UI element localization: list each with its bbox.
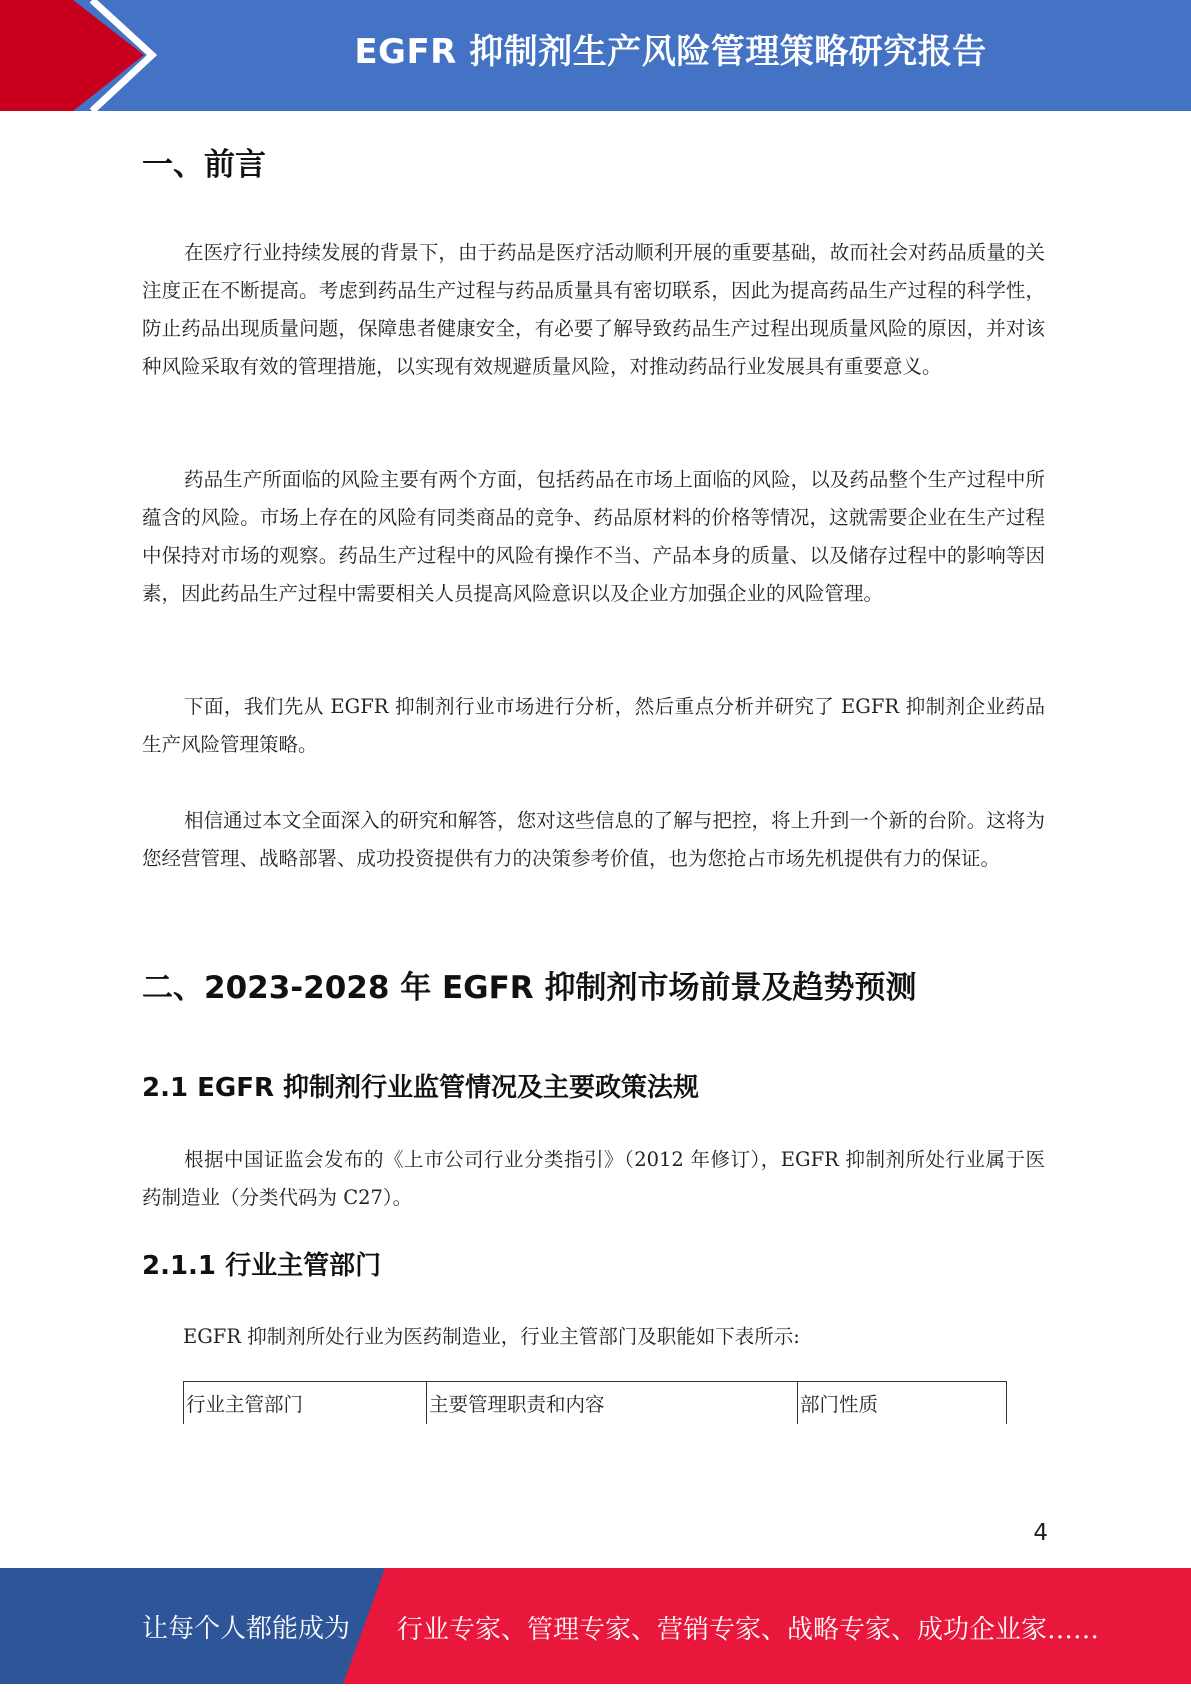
- footer-banner: [0, 1568, 1191, 1684]
- subsection-2-1-paragraph: 根据中国证监会发布的《上市公司行业分类指引》（2012 年修订），EGFR 抑制剂所处行业属于医药制造业（分类代码为 C27）。: [142, 1148, 1045, 1209]
- header-banner: [0, 0, 1191, 111]
- preface-paragraph-2: 药品生产所面临的风险主要有两个方面，包括药品在市场上面临的风险，以及药品整个生产过程中所蕴含的风险。市场上存在的风险有同类商品的竞争、药品原材料的价格等情况，这就需要企业在生产过程中保持对市场的观察。药品生产过程中的风险有操作不当、产品本身的质量、以及储存过程中的影响等因素，因此药品生产过程中需要相关人员提高风险意识以及企业方加强企业的风险管理。: [142, 468, 1045, 605]
- subsection-heading-2-1-1: 2.1.1 行业主管部门: [142, 1251, 382, 1281]
- table-header-duties: 主要管理职责和内容: [427, 1382, 798, 1425]
- report-title: EGFR 抑制剂生产风险管理策略研究报告: [354, 32, 987, 72]
- subsection-heading-2-1: 2.1 EGFR 抑制剂行业监管情况及主要政策法规: [142, 1073, 700, 1103]
- section-heading-market-outlook: 二、2023-2028 年 EGFR 抑制剂市场前景及趋势预测: [142, 970, 917, 1006]
- department-table: [183, 1381, 1007, 1424]
- footer-slogan-right: 行业专家、管理专家、营销专家、战略专家、成功企业家……: [397, 1615, 1100, 1645]
- preface-paragraph-4: 相信通过本文全面深入的研究和解答，您对这些信息的了解与把控，将上升到一个新的台阶。这将为您经营管理、战略部署、成功投资提供有力的决策参考价值，也为您抢占市场先机提供有力的保证。: [142, 809, 1045, 870]
- page-number: 4: [1033, 1520, 1048, 1546]
- preface-paragraph-1: 在医疗行业持续发展的背景下，由于药品是医疗活动顺利开展的重要基础，故而社会对药品质量的关注度正在不断提高。考虑到药品生产过程与药品质量具有密切联系，因此为提高药品生产过程的科学性，防止药品出现质量问题，保障患者健康安全，有必要了解导致药品生产过程出现质量风险的原因，并对该种风险采取有效的管理措施，以实现有效规避质量风险，对推动药品行业发展具有重要意义。: [142, 241, 1045, 378]
- footer-slogan-left: 让每个人都能成为: [142, 1614, 351, 1644]
- section-heading-preface: 一、前言: [142, 147, 266, 183]
- preface-paragraph-3: 下面，我们先从 EGFR 抑制剂行业市场进行分析，然后重点分析并研究了 EGFR 抑制剂企业药品生产风险管理策略。: [142, 695, 1045, 756]
- table-header-department: 行业主管部门: [184, 1382, 427, 1425]
- subsection-2-1-1-paragraph: EGFR 抑制剂所处行业为医药制造业，行业主管部门及职能如下表所示:: [183, 1325, 800, 1348]
- table-header-nature: 部门性质: [798, 1382, 1007, 1425]
- table-header-row: [184, 1382, 1007, 1425]
